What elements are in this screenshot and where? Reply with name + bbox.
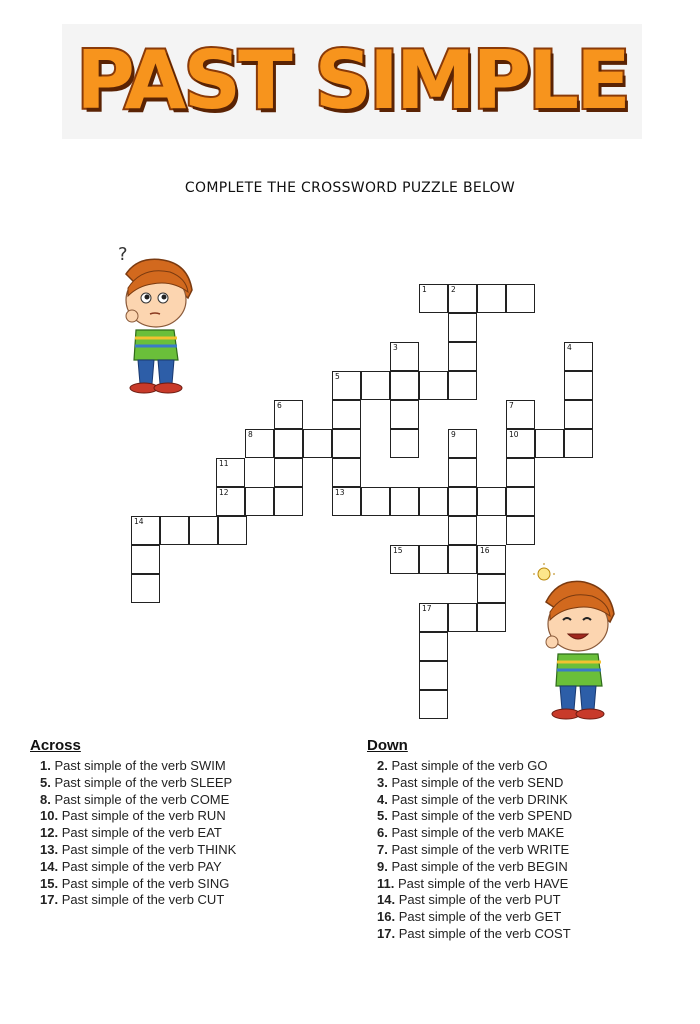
- clue-index: 17.: [40, 892, 59, 908]
- grid-cell[interactable]: [564, 429, 593, 458]
- clue-index: 13.: [40, 841, 59, 857]
- grid-cell[interactable]: [390, 545, 419, 574]
- grid-cell[interactable]: [274, 487, 303, 516]
- grid-cell[interactable]: [564, 371, 593, 400]
- clue-text: Past simple of the verb SING: [61, 875, 230, 891]
- clue-number: 6: [277, 401, 282, 410]
- grid-cell[interactable]: [477, 545, 506, 574]
- grid-cell[interactable]: [332, 400, 361, 429]
- grid-cell[interactable]: [131, 574, 160, 603]
- clue-index: 10.: [40, 808, 59, 824]
- clue-text: Past simple of the verb THINK: [61, 841, 237, 857]
- clue-number: 1: [422, 285, 427, 294]
- clue-text: Past simple of the verb RUN: [61, 808, 226, 824]
- grid-cell[interactable]: [477, 487, 506, 516]
- clue-text: Past simple of the verb PAY: [61, 858, 222, 874]
- clue-text: Past simple of the verb MAKE: [391, 825, 565, 841]
- clue-text: Past simple of the verb GET: [398, 909, 562, 925]
- grid-cell[interactable]: [419, 690, 448, 719]
- grid-cell[interactable]: [419, 661, 448, 690]
- grid-cell[interactable]: [303, 429, 332, 458]
- across-heading: Across: [30, 737, 81, 754]
- grid-cell[interactable]: [564, 342, 593, 371]
- clue-text: Past simple of the verb COME: [54, 791, 230, 807]
- clue-text: Past simple of the verb WRITE: [391, 841, 570, 857]
- clue-text: Past simple of the verb EAT: [61, 825, 222, 841]
- grid-cell[interactable]: [332, 429, 361, 458]
- down-clue: [377, 926, 572, 943]
- clue-index: 6.: [377, 825, 388, 841]
- clue-text: Past simple of the verb SEND: [391, 774, 564, 790]
- clue-index: 17.: [377, 925, 396, 941]
- down-clue: [377, 876, 572, 893]
- page-title: PAST SIMPLE: [76, 33, 628, 127]
- clue-number: 15: [393, 546, 403, 555]
- grid-cell[interactable]: [332, 458, 361, 487]
- grid-cell[interactable]: [390, 342, 419, 371]
- grid-cell[interactable]: [506, 516, 535, 545]
- clue-number: 11: [219, 459, 229, 468]
- grid-cell[interactable]: [506, 487, 535, 516]
- grid-cell[interactable]: [477, 574, 506, 603]
- grid-cell[interactable]: [332, 371, 361, 400]
- across-clue: [40, 775, 236, 792]
- clue-index: 16.: [377, 909, 396, 925]
- grid-cell[interactable]: [419, 371, 448, 400]
- across-clue: [40, 859, 236, 876]
- clue-index: 14.: [377, 892, 396, 908]
- clue-number: 14: [134, 517, 144, 526]
- clue-number: 2: [451, 285, 456, 294]
- across-clue: [40, 876, 236, 893]
- grid-cell[interactable]: [448, 603, 477, 632]
- grid-cell[interactable]: [419, 284, 448, 313]
- grid-cell[interactable]: [274, 429, 303, 458]
- down-clue: [377, 909, 572, 926]
- grid-cell[interactable]: [245, 487, 274, 516]
- grid-cell[interactable]: [477, 284, 506, 313]
- clue-text: Past simple of the verb BEGIN: [391, 858, 568, 874]
- down-clue: [377, 842, 572, 859]
- clue-text: Past simple of the verb SLEEP: [54, 774, 233, 790]
- grid-cell[interactable]: [419, 632, 448, 661]
- down-clue: [377, 792, 572, 809]
- instruction-text: COMPLETE THE CROSSWORD PUZZLE BELOW: [184, 180, 516, 196]
- grid-cell[interactable]: [506, 284, 535, 313]
- clue-number: 17: [422, 604, 432, 613]
- clue-text: Past simple of the verb SPEND: [391, 808, 573, 824]
- clue-index: 12.: [40, 825, 59, 841]
- grid-cell[interactable]: [245, 429, 274, 458]
- across-clue: [40, 808, 236, 825]
- clue-index: 7.: [377, 841, 388, 857]
- grid-cell[interactable]: [189, 516, 218, 545]
- clue-text: Past simple of the verb DRINK: [391, 791, 568, 807]
- clue-number: 13: [335, 488, 345, 497]
- down-heading: Down: [367, 737, 408, 754]
- grid-cell[interactable]: [448, 545, 477, 574]
- grid-cell[interactable]: [448, 371, 477, 400]
- thinking-boy-illustration: [108, 242, 208, 397]
- grid-cell[interactable]: [390, 487, 419, 516]
- grid-cell[interactable]: [216, 487, 245, 516]
- grid-cell[interactable]: [274, 400, 303, 429]
- lightbulb-icon: [533, 563, 555, 580]
- grid-cell[interactable]: [361, 371, 390, 400]
- grid-cell[interactable]: [448, 313, 477, 342]
- clue-number: 5: [335, 372, 340, 381]
- grid-cell[interactable]: [160, 516, 189, 545]
- grid-cell[interactable]: [419, 487, 448, 516]
- grid-cell[interactable]: [390, 371, 419, 400]
- question-mark-icon: ?: [118, 244, 128, 265]
- down-clue: [377, 859, 572, 876]
- grid-cell[interactable]: [448, 516, 477, 545]
- clue-index: 14.: [40, 858, 59, 874]
- grid-cell[interactable]: [535, 429, 564, 458]
- down-clue: [377, 892, 572, 909]
- down-clue-list: [377, 758, 572, 943]
- down-clue: [377, 825, 572, 842]
- clue-text: Past simple of the verb COST: [398, 925, 571, 941]
- across-clues-section: [30, 737, 236, 909]
- down-clue: [377, 758, 572, 775]
- down-clue: [377, 808, 572, 825]
- grid-cell[interactable]: [564, 400, 593, 429]
- clue-number: 12: [219, 488, 229, 497]
- clue-number: 16: [480, 546, 490, 555]
- clue-index: 4.: [377, 791, 388, 807]
- grid-cell[interactable]: [390, 429, 419, 458]
- grid-cell[interactable]: [131, 516, 160, 545]
- clue-number: 3: [393, 343, 398, 352]
- clue-index: 9.: [377, 858, 388, 874]
- clue-number: 7: [509, 401, 514, 410]
- clue-text: Past simple of the verb SWIM: [54, 758, 226, 773]
- grid-cell[interactable]: [131, 545, 160, 574]
- clue-number: 10: [509, 430, 519, 439]
- across-clue: [40, 842, 236, 859]
- clue-index: 5.: [40, 774, 51, 790]
- clue-index: 3.: [377, 774, 388, 790]
- clue-index: 11.: [377, 875, 395, 891]
- clue-text: Past simple of the verb CUT: [61, 892, 225, 908]
- grid-cell[interactable]: [390, 400, 419, 429]
- clue-index: 2.: [377, 758, 388, 773]
- grid-cell[interactable]: [448, 458, 477, 487]
- grid-cell[interactable]: [218, 516, 247, 545]
- clue-index: 5.: [377, 808, 388, 824]
- grid-cell[interactable]: [506, 400, 535, 429]
- grid-cell[interactable]: [448, 429, 477, 458]
- clue-index: 15.: [40, 875, 59, 891]
- clue-number: 9: [451, 430, 456, 439]
- clue-number: 8: [248, 430, 253, 439]
- across-clue-list: [40, 758, 236, 909]
- grid-cell[interactable]: [448, 284, 477, 313]
- grid-cell[interactable]: [448, 487, 477, 516]
- across-clue: [40, 758, 236, 775]
- grid-cell[interactable]: [332, 487, 361, 516]
- clue-number: 4: [567, 343, 572, 352]
- grid-cell[interactable]: [216, 458, 245, 487]
- clue-text: Past simple of the verb HAVE: [397, 875, 569, 891]
- across-clue: [40, 792, 236, 809]
- across-clue: [40, 825, 236, 842]
- clue-index: 1.: [40, 758, 51, 773]
- grid-cell[interactable]: [506, 429, 535, 458]
- grid-cell[interactable]: [448, 342, 477, 371]
- grid-cell[interactable]: [506, 458, 535, 487]
- down-clue: [377, 775, 572, 792]
- idea-boy-illustration: [528, 562, 628, 722]
- grid-cell[interactable]: [419, 545, 448, 574]
- grid-cell[interactable]: [274, 458, 303, 487]
- grid-cell[interactable]: [361, 487, 390, 516]
- grid-cell[interactable]: [419, 603, 448, 632]
- grid-cell[interactable]: [477, 603, 506, 632]
- across-clue: [40, 892, 236, 909]
- clue-index: 8.: [40, 791, 51, 807]
- clue-text: Past simple of the verb GO: [391, 758, 548, 773]
- down-clues-section: [367, 737, 572, 943]
- clue-text: Past simple of the verb PUT: [398, 892, 561, 908]
